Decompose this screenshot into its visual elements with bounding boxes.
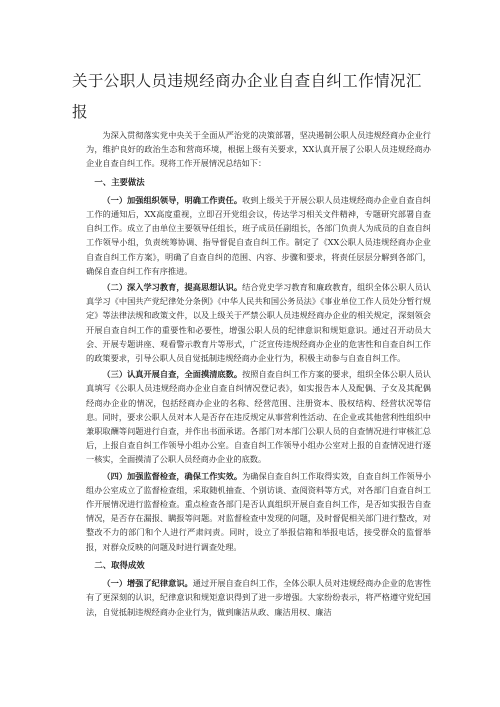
paragraph-text: 按照自查自纠工作方案的要求，组织全体公职人员认真填写《公职人员违规经商办企业自查自纠情况登记表》，如实报告本人及配偶、子女及其配偶经商办企业的情况，包括经商办企业的名称、经营范围、注册资本、股权结构、经营状况等信息。同时，要求公职人员对本人是否存在违反规定从事营利性活动、在企业或其他营利性组织中兼职取酬等问题进行自查，并作出书面承诺。各部门对本部门公职人员的自查情况进行审核汇总后，上报自查自纠工作领导小组办公室。自查自纠工作领导小组办公室对上报的自查情况进行逐一核实，全面摸清了公职人员经商办企业的底数。 bbox=[86, 369, 431, 465]
intro-paragraph: 为深入贯彻落实党中央关于全面从严治党的决策部署，坚决遏制公职人员违规经商办企业行为，维护良好的政治生态和营商环境，根据上级有关要求，XX认真开展了公职人员违规经商办企业自查自纠工作。现将工作开展情况总结如下： bbox=[86, 130, 431, 169]
section1-paragraph-4 bbox=[86, 469, 431, 554]
section1-paragraph-1 bbox=[86, 193, 431, 278]
paragraph-text: 为确保自查自纠工作取得实效，自查自纠工作领导小组办公室成立了监督检查组，采取随机抽查、个别访谈、查阅资料等方式，对各部门自查自纠工作开展情况进行监督检查。重点检查各部门是否认真组织开展自查自纠工作，是否如实报告自查情况，是否存在漏报、瞒报等问题。对监督检查中发现的问题，及时督促相关部门进行整改，对整改不力的部门和个人进行严肃问责。同时，设立了举报信箱和举报电话，接受群众的监督举报，对群众反映的问题及时进行调查处理。 bbox=[86, 470, 431, 552]
section-heading-1: 一、主要做法 bbox=[94, 176, 145, 187]
paragraph-lead: （三）认真开展自查，全面摸清底数。 bbox=[102, 369, 243, 380]
section2-paragraph-1 bbox=[86, 576, 431, 619]
paragraph-lead: （四）加强监督检查，确保工作实效。 bbox=[102, 470, 243, 481]
section1-paragraph-2 bbox=[86, 280, 431, 365]
document-body bbox=[86, 128, 431, 621]
paragraph-text: 收到上级关于开展公职人员违规经商办企业自查自纠工作的通知后，XX高度重视，立即召开党组会议，传达学习相关文件精神，专题研究部署自查自纠工作。成立了由单位主要领导任组长，班子成员任副组长，各部门负责人为成员的自查自纠工作领导小组，负责统筹协调、指导督促自查自纠工作。制定了《XX公职人员违规经商办企业自查自纠工作方案》，明确了自查自纠的范围、内容、步骤和要求，将责任层层分解到各部门，确保自查自纠工作有序推进。 bbox=[86, 194, 431, 276]
paragraph-text: 结合党史学习教育和廉政教育，组织全体公职人员认真学习《中国共产党纪律处分条例》《中华人民共和国公务员法》《事业单位工作人员处分暂行规定》等法律法规和政策文件，以及上级关于严禁公职人员违规经商办企业的相关规定，深刻领会开展自查自纠工作的重要性和必要性，增强公职人员的纪律意识和规矩意识。通过召开动员大会、开展专题讲座、观看警示教育片等形式，广泛宣传违规经商办企业的危害性和自查自纠工作的政策要求，引导公职人员自觉抵制违规经商办企业行为，积极主动参与自查自纠工作。 bbox=[86, 282, 431, 364]
document-title: 关于公职人员违规经商办企业自查自纠工作情况汇报 bbox=[72, 72, 422, 121]
paragraph-lead: （二）深入学习教育，提高思想认识。 bbox=[102, 282, 243, 293]
paragraph-lead: （一）加强组织领导，明确工作责任。 bbox=[102, 194, 243, 205]
section1-paragraph-3 bbox=[86, 367, 431, 466]
section-heading-2: 二、取得成效 bbox=[94, 559, 145, 570]
paragraph-lead: （一）增强了纪律意识。 bbox=[102, 578, 193, 589]
paragraph-text: 通过开展自查自纠工作，全体公职人员对违规经商办企业的危害性有了更深刻的认识，纪律意识和规矩意识得到了进一步增强。大家纷纷表示，将严格遵守党纪国法，自觉抵制违规经商办企业行为，做到廉洁从政、廉洁用权、廉洁 bbox=[86, 578, 431, 617]
